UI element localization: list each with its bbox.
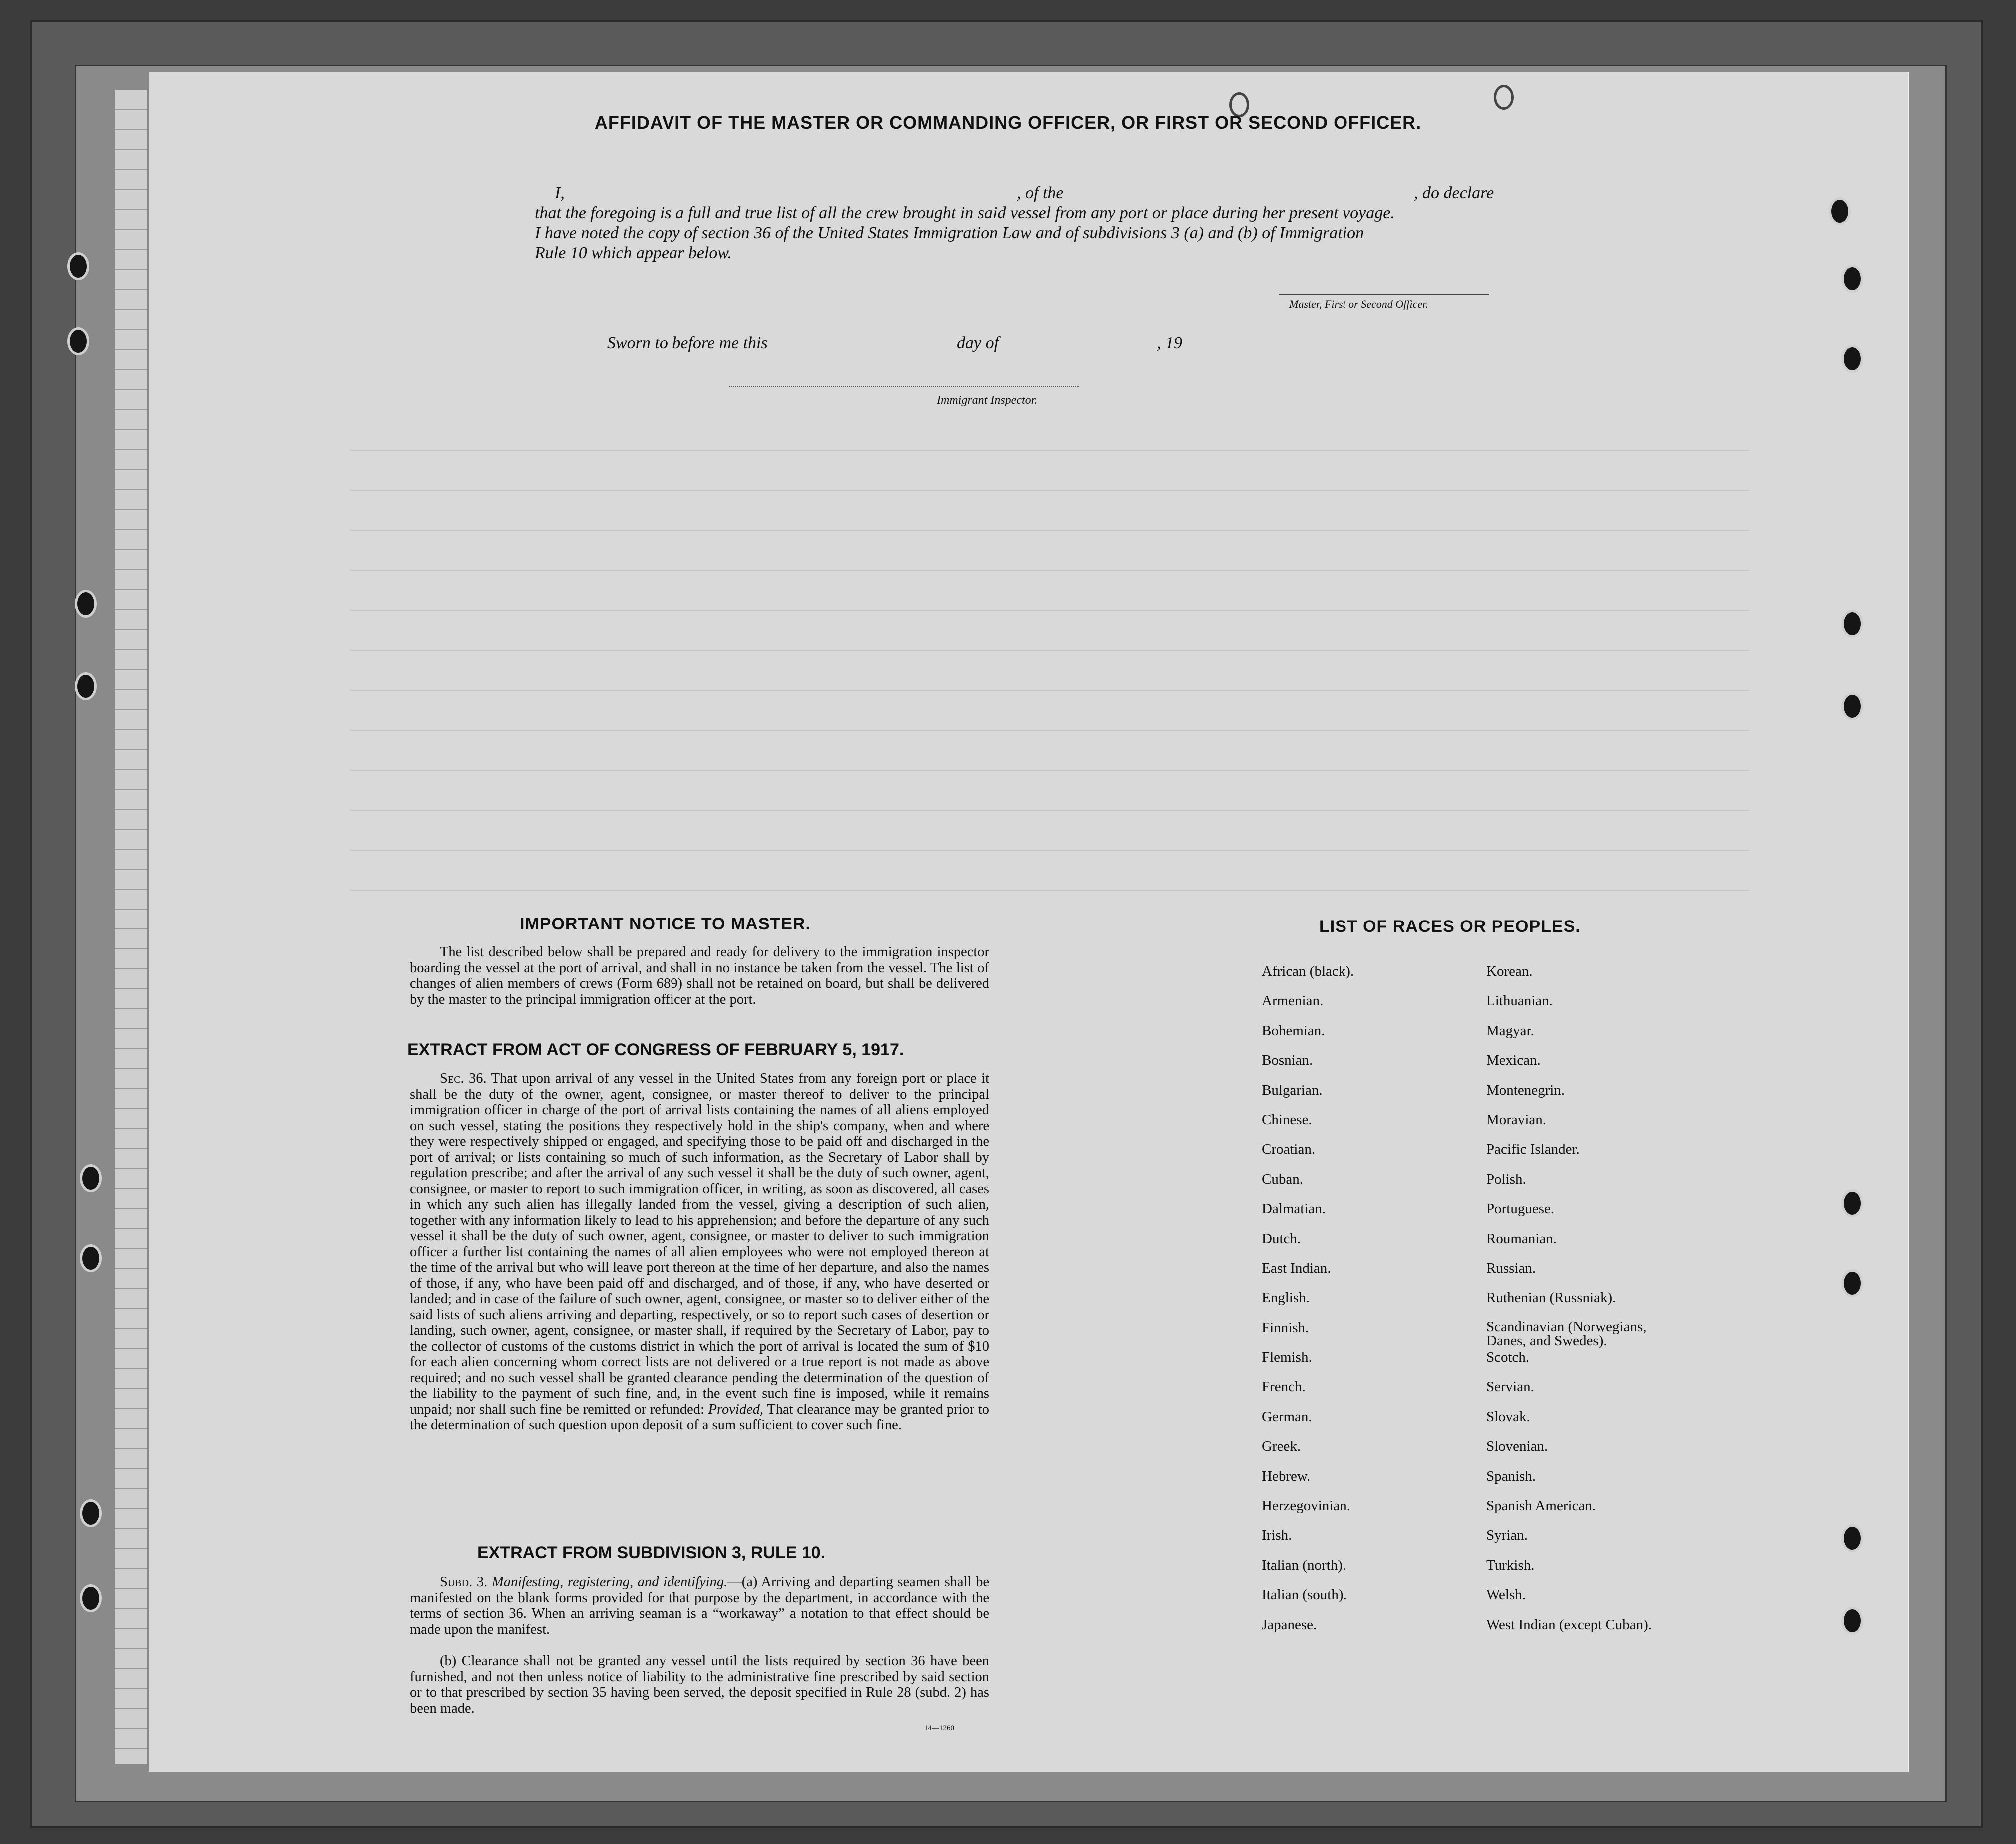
race-item: Mexican. xyxy=(1486,1052,1541,1069)
affidavit-text-line-3: I have noted the copy of section 36 of the United States Immigration Law and of subdivisions 3 (a) and (b) of Immigration xyxy=(535,224,1364,242)
race-item: Irish. xyxy=(1262,1527,1292,1544)
sworn-day-label: day of xyxy=(957,334,999,352)
race-item: Cuban. xyxy=(1262,1171,1303,1187)
subdivision-para-a: —(a) Arriving and departing seamen shall be manifested on the blank forms provided for that purpose by the department, in accordance with the terms of section 36. When an arriving seaman is a “workaway” a notation to that effect should be made upon the manifest. xyxy=(410,1574,989,1637)
race-item: Scandinavian (Norwegians, Danes, and Swedes). xyxy=(1486,1318,1647,1349)
rule-extract-heading: EXTRACT FROM SUBDIVISION 3, RULE 10. xyxy=(477,1543,826,1562)
affidavit-declare-label: , do declare xyxy=(1414,184,1494,202)
binding-hole-left-5 xyxy=(80,1164,102,1192)
binding-hole-right-5 xyxy=(1841,692,1863,720)
inspector-signature-line xyxy=(729,386,1079,387)
race-item: West Indian (except Cuban). xyxy=(1486,1616,1652,1633)
binding-hole-left-4 xyxy=(75,672,97,700)
master-signature-line xyxy=(1279,294,1489,295)
races-heading: LIST OF RACES OR PEOPLES. xyxy=(1319,917,1581,936)
race-item: Armenian. xyxy=(1262,993,1324,1009)
subdivision-para-b: (b) Clearance shall not be granted any vessel until the lists required by section 36 have been furnished, and not then unless notice of liability to the administrative fine prescribed by said section or to that prescribed by section 35 having been served, the deposit specified in Rule 28 (subd. 2) has been made. xyxy=(410,1653,989,1716)
race-item: Moravian. xyxy=(1486,1111,1546,1128)
race-item: African (black). xyxy=(1262,963,1354,979)
race-item: Bohemian. xyxy=(1262,1022,1325,1039)
race-item: Syrian. xyxy=(1486,1527,1528,1544)
race-item: Korean. xyxy=(1486,963,1533,979)
race-item: Montenegrin. xyxy=(1486,1082,1565,1098)
race-item: Dalmatian. xyxy=(1262,1201,1326,1217)
binding-hole-right-3 xyxy=(1841,345,1863,373)
race-item: Turkish. xyxy=(1486,1557,1535,1573)
subdivision-label: Subd. 3. xyxy=(440,1574,488,1590)
race-item: Flemish. xyxy=(1262,1349,1312,1366)
form-number: 14—1260 xyxy=(924,1724,954,1732)
race-item: Pacific Islander. xyxy=(1486,1141,1580,1158)
race-item: Bulgarian. xyxy=(1262,1082,1323,1098)
binding-hole-right-8 xyxy=(1841,1524,1863,1552)
binding-hole-left-2 xyxy=(67,327,89,355)
inspector-signature-caption: Immigrant Inspector. xyxy=(937,394,1038,407)
sworn-year-label: , 19 xyxy=(1157,334,1182,352)
binding-hole-right-4 xyxy=(1841,610,1863,638)
race-item: Portuguese. xyxy=(1486,1201,1555,1217)
binding-hole-left-7 xyxy=(80,1499,102,1527)
race-item: Lithuanian. xyxy=(1486,993,1553,1009)
race-item: Italian (north). xyxy=(1262,1557,1346,1573)
race-item: Slovenian. xyxy=(1486,1438,1548,1455)
affidavit-text-line-2: that the foregoing is a full and true list of all the crew brought in said vessel from any port or place during her present voyage. xyxy=(535,204,1395,222)
binding-hole-left-3 xyxy=(75,590,97,618)
binding-hole-left-8 xyxy=(80,1584,102,1612)
race-item: Greek. xyxy=(1262,1438,1301,1455)
binding-hole-left-1 xyxy=(67,252,89,280)
race-item: Russian. xyxy=(1486,1260,1536,1276)
race-item: Magyar. xyxy=(1486,1022,1534,1039)
binding-hole-left-6 xyxy=(80,1244,102,1272)
race-item: Scotch. xyxy=(1486,1349,1530,1366)
affidavit-text-line-4: Rule 10 which appear below. xyxy=(535,244,732,262)
subdivision-3a-text xyxy=(410,1574,989,1637)
binding-hole-right-2 xyxy=(1841,265,1863,293)
races-list-right xyxy=(1486,963,1671,1646)
affidavit-vessel-label: , of the xyxy=(1017,184,1064,202)
races-list-left xyxy=(1262,963,1354,1646)
race-item: French. xyxy=(1262,1379,1306,1395)
affidavit-declarant-label: I, xyxy=(555,184,565,202)
race-item: Herzegovinian. xyxy=(1262,1498,1350,1514)
race-item: Bosnian. xyxy=(1262,1052,1313,1069)
race-item: Servian. xyxy=(1486,1379,1534,1395)
race-item: Roumanian. xyxy=(1486,1230,1557,1247)
race-item: Welsh. xyxy=(1486,1587,1526,1603)
section-36-body: That upon arrival of any vessel in the United States from any foreign port or place it shall be the duty of the owner, agent, consignee, or master thereof to deliver to the principal immigration officer in charge of the port of arrival lists containing the names of all aliens employed on such vessel, stating the positions they respectively hold in the ship's company, when and where they were respectively shipped or engaged, and specifying those to be paid off and discharged in the port of arrival; or lists containing so much of such information, as the Secretary of Labor shall by regulation prescribe; and after the arrival of any such vessel it shall be the duty of such owner, agent, consignee, or master to report to such immigration officer, in writing, as soon as discovered, all cases in which any such alien has illegally landed from the vessel, giving a description of such alien, together with any information likely to lead to his apprehension; and before the departure of any such vessel it shall be the duty of such owner, agent, consignee, or master to deliver to such immigration officer a further list containing the names of all alien employees who were not employed thereon at the time of the arrival but who will leave port thereon at the time of her departure, and also the names of those, if any, who have been paid off and discharged, and of those, if any, who have deserted or landed; and in case of the failure of such owner, agent, consignee, or master so to deliver either of the said lists of such aliens arriving and departing, respectively, or so to report such cases of desertion or landing, such owner, agent, consignee, or master shall, if required by the Secretary of Labor, pay to the collector of customs of the customs district in which the port of arrival is located the sum of $10 for each alien concerning whom correct lists are not delivered or a true report is not made as above required; and no such vessel shall be granted clearance pending the determination of the question of the liability to the payment of such fine, and, in the event such fine is imposed, while it remains unpaid; nor shall such fine be remitted or refunded: xyxy=(410,1071,989,1417)
race-item: Chinese. xyxy=(1262,1111,1312,1128)
race-item: Hebrew. xyxy=(1262,1468,1311,1484)
proviso-text: That clearance may be granted prior to the determination of such question upon deposit of a sum sufficient to cover such fine. xyxy=(410,1401,990,1433)
sworn-statement: Sworn to before me this xyxy=(607,334,768,352)
binding-hole-top-2 xyxy=(1494,85,1514,110)
race-item: Italian (south). xyxy=(1262,1587,1347,1603)
affidavit-heading: AFFIDAVIT OF THE MASTER OR COMMANDING OFFICER, OR FIRST OR SECOND OFFICER. xyxy=(594,112,1422,133)
race-item: Japanese. xyxy=(1262,1616,1317,1633)
race-item: Spanish. xyxy=(1486,1468,1536,1484)
race-item: Ruthenian (Russniak). xyxy=(1486,1290,1616,1306)
section-36-label: Sec. 36. xyxy=(440,1071,487,1086)
subdivision-title: Manifesting, registering, and identifying. xyxy=(491,1574,728,1590)
notice-body: The list described below shall be prepared and ready for delivery to the immigration inspector boarding the vessel at the port of arrival, and shall in no instance be taken from the vessel. The list of changes of alien members of crews (Form 689) shall not be retained on board, but shall be delivered by the master to the principal immigration officer at the port. xyxy=(410,944,989,1007)
race-item: Spanish American. xyxy=(1486,1498,1596,1514)
act-extract-heading: EXTRACT FROM ACT OF CONGRESS OF FEBRUARY 5, 1917. xyxy=(407,1040,904,1059)
race-item: German. xyxy=(1262,1408,1312,1425)
race-item: Croatian. xyxy=(1262,1141,1316,1158)
binding-hole-right-9 xyxy=(1841,1607,1863,1635)
race-item: English. xyxy=(1262,1290,1310,1306)
race-item: Dutch. xyxy=(1262,1230,1301,1247)
binding-hole-right-7 xyxy=(1841,1269,1863,1297)
race-item: Polish. xyxy=(1486,1171,1526,1187)
proviso-word: Provided, xyxy=(708,1401,764,1417)
master-signature-caption: Master, First or Second Officer. xyxy=(1289,298,1428,310)
notice-heading: IMPORTANT NOTICE TO MASTER. xyxy=(520,915,811,933)
binding-hole-right-6 xyxy=(1841,1189,1863,1217)
binding-hole-right-1 xyxy=(1829,197,1851,225)
race-item: East Indian. xyxy=(1262,1260,1331,1276)
section-36-text xyxy=(410,1071,989,1433)
race-item: Slovak. xyxy=(1486,1408,1530,1425)
race-item: Finnish. xyxy=(1262,1319,1309,1336)
adjacent-ruled-page xyxy=(115,90,147,1764)
